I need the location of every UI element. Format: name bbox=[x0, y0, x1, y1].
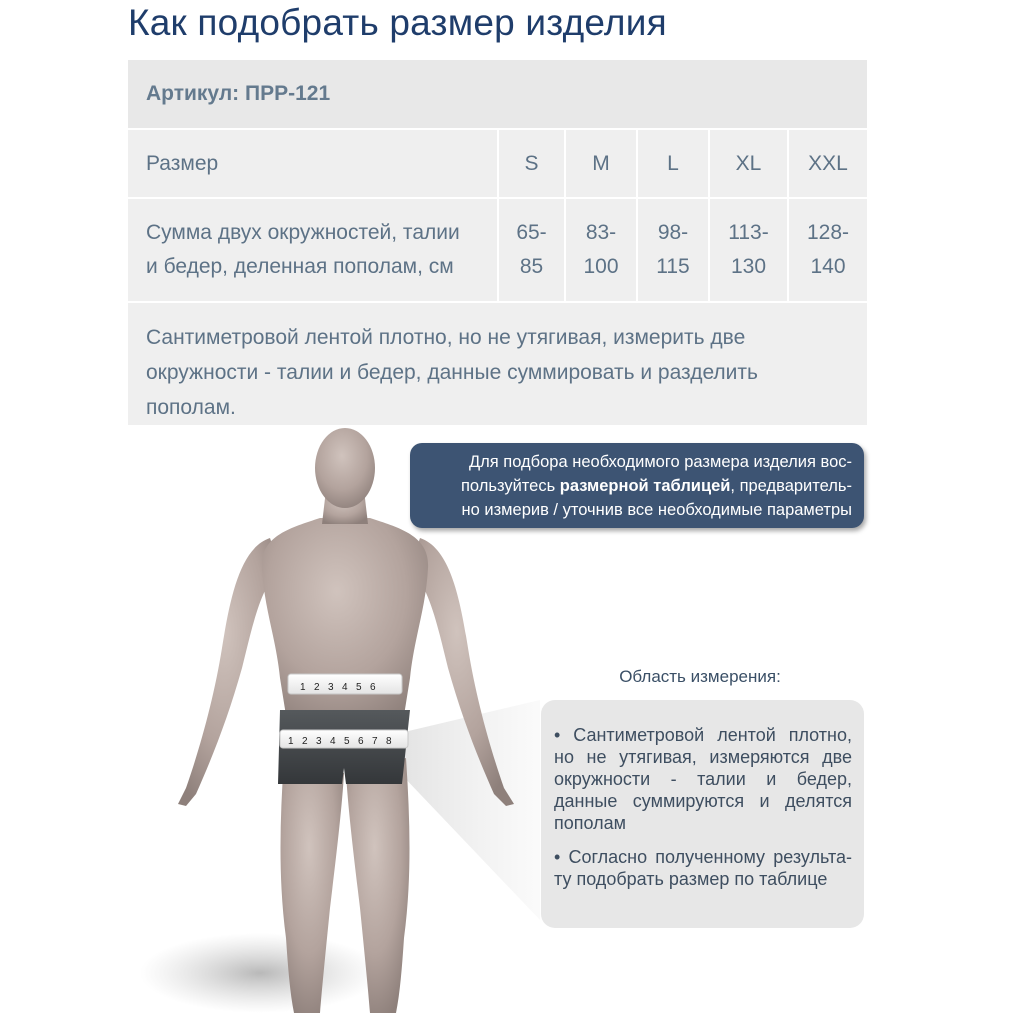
range-row bbox=[128, 198, 867, 302]
range-label-line1: Сумма двух окружностей, талии bbox=[146, 221, 460, 244]
range-cell-xxl bbox=[788, 198, 867, 302]
hip-tape-mark: 2 bbox=[302, 736, 308, 747]
hip-tape-mark: 3 bbox=[316, 736, 322, 747]
info-bullet: • Согласно полученному результа-ту подобрать размер по таблице bbox=[554, 847, 852, 889]
page-title: Как подобрать размер изделия bbox=[128, 2, 667, 43]
size-cell-l: L bbox=[637, 129, 709, 198]
article-label: Артикул: ПРР-121 bbox=[128, 60, 867, 129]
range-from: 65- bbox=[516, 221, 547, 244]
waist-tape-mark: 3 bbox=[328, 682, 334, 693]
size-cell-xxl: XXL bbox=[788, 129, 867, 198]
waist-tape-mark: 6 bbox=[370, 682, 376, 693]
range-from: 113- bbox=[728, 221, 769, 244]
size-row-label: Размер bbox=[128, 129, 498, 198]
range-cell-l bbox=[637, 198, 709, 302]
size-row bbox=[128, 129, 867, 198]
hip-tape-mark: 6 bbox=[358, 736, 364, 747]
callout-line3: но измерив / уточнив все необходимые параметры bbox=[461, 501, 852, 519]
size-cell-xl: XL bbox=[709, 129, 788, 198]
range-from: 98- bbox=[657, 221, 689, 244]
note-line2: окружности - талии и бедер, данные суммировать и разделить bbox=[146, 361, 758, 384]
measurement-note bbox=[128, 303, 867, 425]
range-cell-s bbox=[498, 198, 565, 302]
range-to: 115 bbox=[656, 255, 690, 278]
torso bbox=[262, 518, 428, 728]
size-table bbox=[128, 60, 867, 303]
range-to: 85 bbox=[519, 255, 544, 278]
hip-tape-mark: 7 bbox=[372, 736, 378, 747]
callout-line2-pre: пользуйтесь bbox=[460, 477, 560, 495]
callout-line2-post: , предваритель- bbox=[730, 477, 852, 495]
range-cell-m bbox=[565, 198, 637, 302]
waist-tape-mark: 5 bbox=[356, 682, 362, 693]
size-cell-s: S bbox=[498, 129, 565, 198]
callout-emphasis: размерной таблицей bbox=[559, 477, 731, 495]
range-cell-xl bbox=[709, 198, 788, 302]
size-table-callout bbox=[410, 443, 864, 528]
hip-tape-mark: 8 bbox=[386, 736, 392, 747]
range-from: 128- bbox=[806, 221, 850, 244]
measurement-area-title: Область измерения: bbox=[619, 667, 781, 686]
range-row-label bbox=[128, 198, 498, 302]
measurement-info-box bbox=[541, 700, 864, 928]
range-to: 130 bbox=[730, 255, 767, 278]
hip-tape-mark: 4 bbox=[330, 736, 336, 747]
waist-tape-mark: 1 bbox=[300, 682, 306, 693]
callout-line1: Для подбора необходимого размера изделия вос- bbox=[468, 453, 852, 471]
head bbox=[315, 428, 375, 508]
note-line3: пополам. bbox=[146, 396, 236, 419]
floor-shadow bbox=[140, 933, 380, 1013]
article-row bbox=[128, 60, 867, 129]
range-from: 83- bbox=[585, 221, 617, 244]
range-to: 140 bbox=[810, 255, 846, 278]
info-bullet: • Сантиметровой лентой плотно, но не утягивая, измеряются две окружности - талии и бедер, данные суммируются и делятся пополам bbox=[554, 725, 852, 833]
hip-tape-mark: 1 bbox=[288, 736, 294, 747]
range-to: 100 bbox=[583, 255, 619, 278]
range-label-line2: и бедер, деленная пополам, см bbox=[146, 255, 454, 278]
size-cell-m: M bbox=[565, 129, 637, 198]
waist-tape-mark: 2 bbox=[314, 682, 320, 693]
note-line1: Сантиметровой лентой плотно, но не утягивая, измерить две bbox=[146, 326, 746, 349]
hip-tape-mark: 5 bbox=[344, 736, 350, 747]
waist-tape-mark: 4 bbox=[342, 682, 348, 693]
